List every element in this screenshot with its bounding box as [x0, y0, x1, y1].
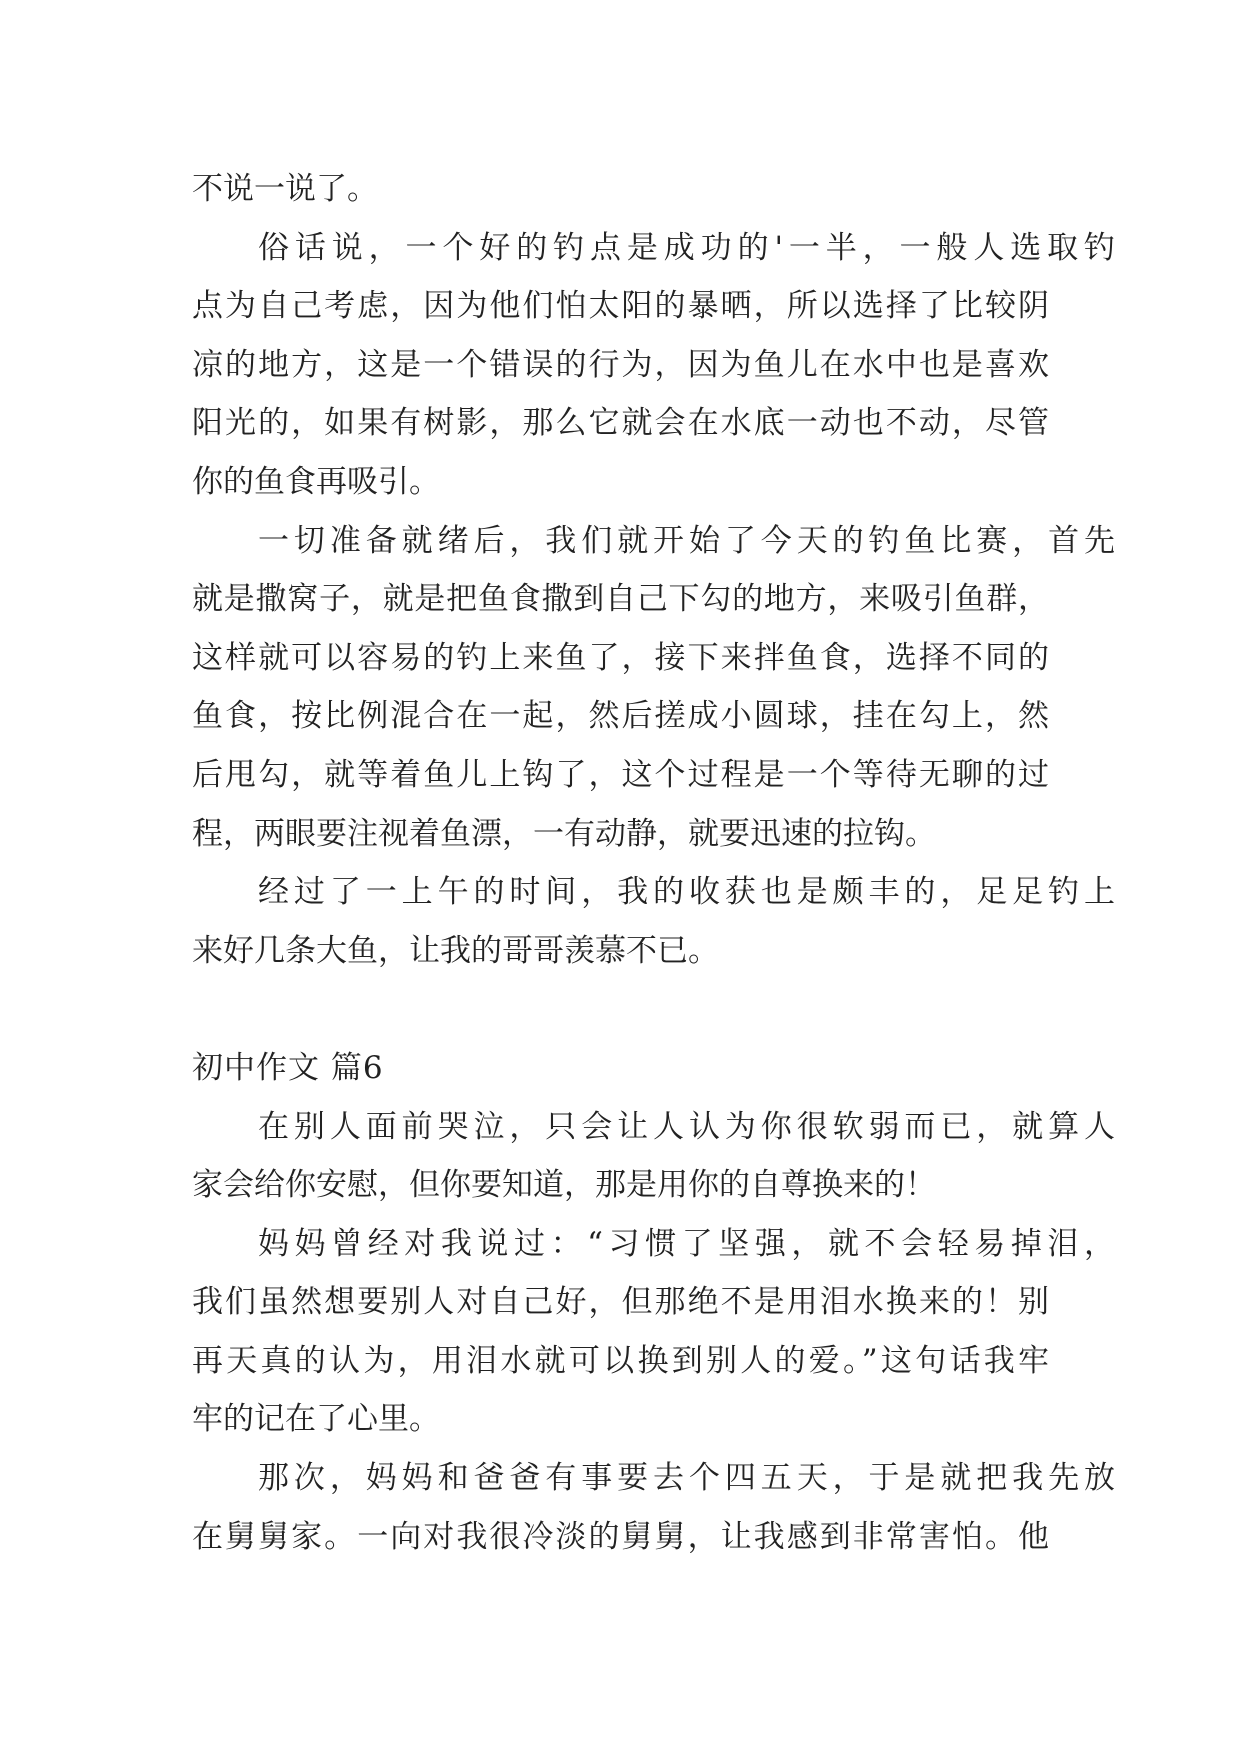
paragraph-first-line: 经过了一上午的时间，我的收获也是颇丰的，足足钓上 [258, 874, 1115, 911]
text-line: 不说一说了。 [192, 171, 378, 207]
text-line: 家会给你安慰，但你要知道，那是用你的自尊换来的！ [192, 1167, 936, 1204]
text-line: 来好几条大鱼，让我的哥哥羡慕不已。 [192, 932, 719, 969]
text-line: 我们虽然想要别人对自己好，但那绝不是用泪水换来的！别 [192, 1284, 1049, 1321]
paragraph-first-line: 俗话说，一个好的钓点是成功的'一半，一般人选取钓 [258, 229, 1115, 266]
paragraph-first-line: 一切准备就绪后，我们就开始了今天的钓鱼比赛，首先 [258, 522, 1115, 559]
paragraph-first-line: 妈妈曾经对我说过：“习惯了坚强，就不会轻易掉泪， [258, 1225, 1115, 1262]
text-line: 牢的记在了心里。 [192, 1401, 440, 1438]
paragraph-first-line: 那次，妈妈和爸爸有事要去个四五天，于是就把我先放 [258, 1460, 1115, 1497]
text-line: 这样就可以容易的钓上来鱼了，接下来拌鱼食，选择不同的 [192, 639, 1049, 676]
text-line: 阳光的，如果有树影，那么它就会在水底一动也不动，尽管 [192, 405, 1049, 442]
text-line: 后甩勾，就等着鱼儿上钩了，这个过程是一个等待无聊的过 [192, 756, 1049, 793]
text-line: 再天真的认为，用泪水就可以换到别人的爱。”这句话我牢 [192, 1342, 1049, 1379]
section-spacer [192, 980, 1049, 1039]
text-line: 凉的地方，这是一个错误的行为，因为鱼儿在水中也是喜欢 [192, 346, 1049, 383]
paragraph-first-line: 在别人面前哭泣，只会让人认为你很软弱而已，就算人 [258, 1108, 1115, 1145]
text-line: 程，两眼要注视着鱼漂，一有动静，就要迅速的拉钩。 [192, 815, 936, 852]
text-line: 点为自己考虑，因为他们怕太阳的暴晒，所以选择了比较阴 [192, 288, 1049, 325]
text-line: 你的鱼食再吸引。 [192, 463, 440, 500]
text-line: 就是撒窝子，就是把鱼食撒到自己下勾的地方，来吸引鱼群， [192, 581, 1049, 618]
text-line: 鱼食，按比例混合在一起，然后搓成小圆球，挂在勾上，然 [192, 698, 1049, 735]
section-heading: 初中作文 篇6 [192, 1049, 384, 1086]
text-line: 在舅舅家。一向对我很冷淡的舅舅，让我感到非常害怕。他 [192, 1518, 1049, 1555]
